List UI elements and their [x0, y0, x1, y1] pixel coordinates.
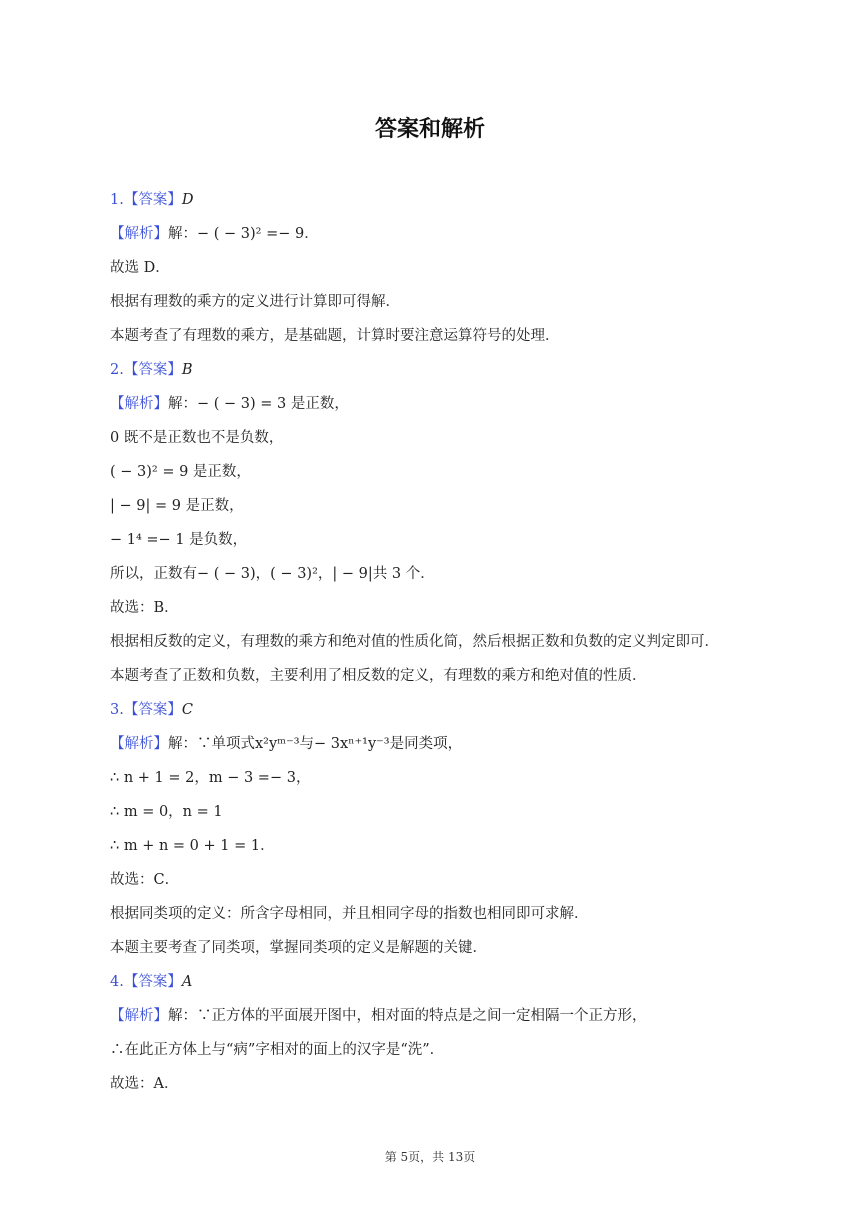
line-text: ∴ m + n = 0 + 1 = 1．	[110, 838, 275, 854]
line-text: 本题主要考查了同类项，掌握同类项的定义是解题的关键．	[110, 940, 487, 956]
section-label: 1.【答案】	[110, 192, 182, 208]
line-text: ∴在此正方体上与“病”字相对的面上的汉字是“洗”．	[110, 1042, 445, 1058]
line-text: 根据同类项的定义：所含字母相同，并且相同字母的指数也相同即可求解．	[110, 906, 589, 922]
text-line	[110, 526, 770, 560]
line-text: 故选：C．	[110, 872, 180, 888]
text-line	[110, 186, 770, 220]
line-text: D	[181, 192, 194, 208]
line-text: 根据相反数的定义，有理数的乘方和绝对值的性质化简，然后根据正数和负数的定义判定即可．	[110, 634, 719, 650]
page-footer: 第 5页，共 13页	[384, 1150, 476, 1164]
text-line	[110, 900, 770, 934]
text-line	[110, 866, 770, 900]
line-text: ( − 3)² = 9 是正数，	[110, 464, 251, 480]
line-text: ∴ n + 1 = 2，m − 3 =− 3，	[110, 770, 311, 786]
section-label: 【解析】	[110, 1008, 168, 1024]
text-line	[110, 390, 770, 424]
line-text: 所以，正数有− ( − 3)，( − 3)²，| − 9|共 3 个．	[110, 566, 435, 582]
text-line	[110, 356, 770, 390]
line-text: 本题考查了正数和负数，主要利用了相反数的定义，有理数的乘方和绝对值的性质．	[110, 668, 647, 684]
text-line	[110, 696, 770, 730]
line-text: 故选：A．	[110, 1076, 179, 1092]
section-label: 【解析】	[110, 736, 168, 752]
text-line	[110, 764, 770, 798]
text-line	[110, 1002, 770, 1036]
text-line	[110, 934, 770, 968]
line-text: 故选 D．	[110, 260, 170, 276]
text-line	[110, 220, 770, 254]
line-text: 解：∵正方体的平面展开图中，相对面的特点是之间一定相隔一个正方形，	[168, 1008, 647, 1024]
text-line	[110, 424, 770, 458]
text-line	[110, 322, 770, 356]
line-text: C	[181, 702, 193, 718]
text-line	[110, 254, 770, 288]
text-line	[110, 662, 770, 696]
text-line	[110, 458, 770, 492]
line-text: 0 既不是正数也不是负数，	[110, 430, 284, 446]
text-line	[110, 288, 770, 322]
answer-content	[110, 186, 770, 1104]
text-line	[110, 730, 770, 764]
line-text: 解：∵单项式x²yᵐ⁻³与− 3xⁿ⁺¹y⁻³是同类项，	[168, 736, 463, 752]
section-label: 2.【答案】	[110, 362, 182, 378]
line-text: 故选：B．	[110, 600, 179, 616]
section-label: 3.【答案】	[110, 702, 182, 718]
text-line	[110, 594, 770, 628]
text-line	[110, 832, 770, 866]
text-line	[110, 560, 770, 594]
section-label: 【解析】	[110, 226, 168, 242]
line-text: 解：− ( − 3) = 3 是正数，	[168, 396, 349, 412]
line-text: 解：− ( − 3)² =− 9．	[168, 226, 319, 242]
text-line	[110, 1036, 770, 1070]
line-text: B	[181, 362, 193, 378]
text-line	[110, 1070, 770, 1104]
page-title: 答案和解析	[374, 117, 485, 142]
text-line	[110, 968, 770, 1002]
line-text: ∴ m = 0，n = 1	[110, 804, 223, 820]
text-line	[110, 628, 770, 662]
line-text: − 1⁴ =− 1 是负数，	[110, 532, 248, 548]
line-text: A	[181, 974, 193, 990]
text-line	[110, 492, 770, 526]
line-text: 本题考查了有理数的乘方，是基础题，计算时要注意运算符号的处理．	[110, 328, 560, 344]
text-line	[110, 798, 770, 832]
line-text: 根据有理数的乘方的定义进行计算即可得解．	[110, 294, 400, 310]
line-text: | − 9| = 9 是正数，	[110, 498, 244, 514]
section-label: 4.【答案】	[110, 974, 182, 990]
section-label: 【解析】	[110, 396, 168, 412]
